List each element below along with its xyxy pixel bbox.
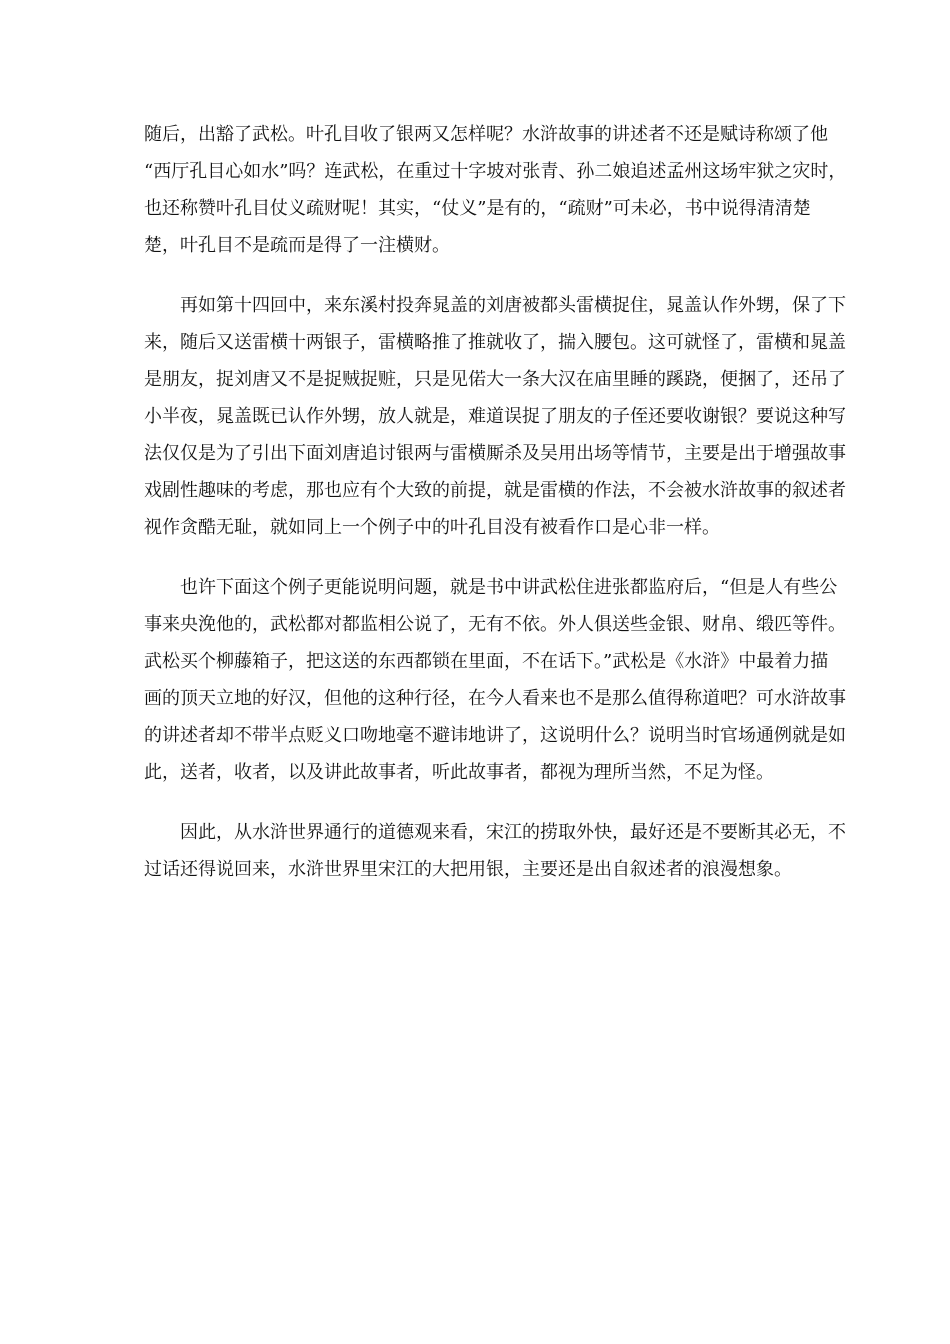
text-line: 也还称赞叶孔目仗义疏财呢！其实，“仗义”是有的，“疏财”可未必，书中说得清清楚 bbox=[144, 198, 811, 219]
text-line: 过话还得说回来，水浒世界里宋江的大把用银，主要还是出自叙述者的浪漫想象。 bbox=[144, 859, 792, 880]
text-line: 戏剧性趣味的考虑，那也应有个大致的前提，就是雷横的作法，不会被水浒故事的叙述者 bbox=[144, 480, 846, 501]
document-body bbox=[144, 116, 847, 888]
text-line: 因此，从水浒世界通行的道德观来看，宋江的捞取外快，最好还是不要断其必无，不 bbox=[180, 822, 846, 843]
text-line: 楚，叶孔目不是疏而是得了一注横财。 bbox=[144, 235, 450, 256]
text-line: 武松买个柳藤箱子，把这送的东西都锁在里面，不在话下。”武松是《水浒》中最着力描 bbox=[144, 651, 829, 672]
text-line: 来，随后又送雷横十两银子，雷横略推了推就收了，揣入腰包。这可就怪了，雷横和晁盖 bbox=[144, 332, 846, 353]
text-line: 法仅仅是为了引出下面刘唐追讨银两与雷横厮杀及吴用出场等情节，主要是出于增强故事 bbox=[144, 443, 846, 464]
text-line: “西厅孔目心如水”吗？连武松，在重过十字坡对张青、孙二娘追述孟州这场牢狱之灾时， bbox=[144, 161, 847, 182]
text-line: 是朋友，捉刘唐又不是捉贼捉赃，只是见偌大一条大汉在庙里睡的蹊跷，便捆了，还吊了 bbox=[144, 369, 846, 390]
text-line: 再如第十四回中，来东溪村投奔晁盖的刘唐被都头雷横捉住，晁盖认作外甥，保了下 bbox=[180, 295, 846, 316]
paragraph bbox=[144, 569, 846, 791]
paragraph bbox=[144, 814, 846, 888]
text-line: 随后，出豁了武松。叶孔目收了银两又怎样呢？水浒故事的讲述者不还是赋诗称颂了他 bbox=[144, 124, 828, 145]
text-line: 此，送者，收者，以及讲此故事者，听此故事者，都视为理所当然，不足为怪。 bbox=[144, 762, 774, 783]
paragraph bbox=[144, 116, 847, 264]
text-line: 画的顶天立地的好汉，但他的这种行径，在今人看来也不是那么值得称道吧？可水浒故事 bbox=[144, 688, 846, 709]
text-line: 也许下面这个例子更能说明问题，就是书中讲武松住进张都监府后，“但是人有些公 bbox=[180, 577, 838, 598]
paragraph bbox=[144, 287, 846, 546]
text-line: 的讲述者却不带半点贬义口吻地毫不避讳地讲了，这说明什么？说明当时官场通例就是如 bbox=[144, 725, 846, 746]
text-line: 事来央浼他的，武松都对都监相公说了，无有不依。外人俱送些金银、财帛、缎匹等件。 bbox=[144, 614, 846, 635]
text-line: 视作贪酷无耻，就如同上一个例子中的叶孔目没有被看作口是心非一样。 bbox=[144, 517, 720, 538]
text-line: 小半夜，晁盖既已认作外甥，放人就是，难道误捉了朋友的子侄还要收谢银？要说这种写 bbox=[144, 406, 846, 427]
